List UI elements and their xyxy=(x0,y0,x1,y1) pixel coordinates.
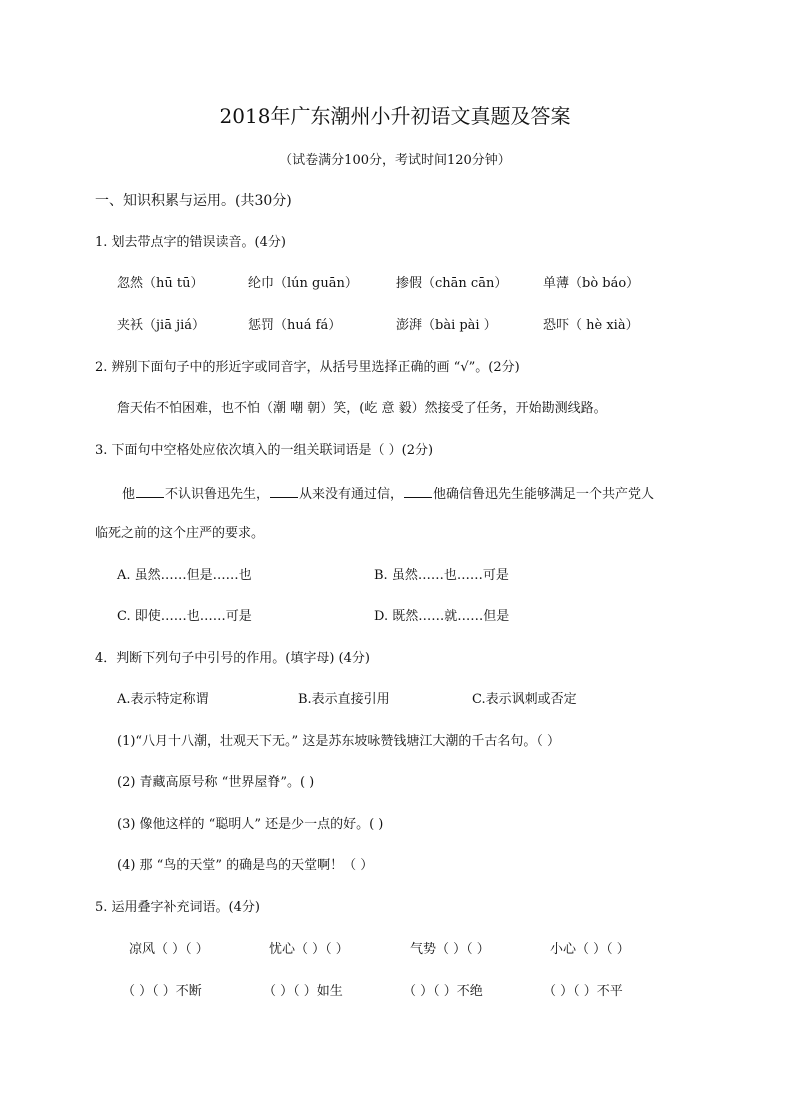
q3-text: 他 xyxy=(122,487,136,502)
q1-item: 澎湃（bài pài ） xyxy=(396,318,497,333)
q5-item: （ ）（ ）不绝 xyxy=(403,984,483,999)
q5-item: （ ）（ ）不断 xyxy=(122,984,202,999)
q3-option-a: A. 虽然……但是……也 xyxy=(117,568,252,583)
q3-option-b: B. 虽然……也……可是 xyxy=(374,568,509,583)
page-subtitle: （试卷满分100分，考试时间120分钟） xyxy=(279,153,511,168)
q1-item: 忽然（hū tū） xyxy=(117,276,204,291)
question-1-prompt: 1. 划去带点字的错误读音。(4分) xyxy=(95,235,286,250)
q3-text: 从来没有通过信， xyxy=(299,487,404,502)
q3-sentence-continued: 临死之前的这个庄严的要求。 xyxy=(95,526,265,541)
q4-sentence-4: (4) 那 “鸟的天堂” 的确是鸟的天堂啊！（ ） xyxy=(117,858,374,873)
question-5-prompt: 5. 运用叠字补充词语。(4分) xyxy=(95,900,260,915)
q4-sentence-1: (1)“八月十八潮，壮观天下无。” 这是苏东坡咏赞钱塘江大潮的千古名句。（ ） xyxy=(117,734,560,749)
q5-item: （ ）（ ）不平 xyxy=(543,984,623,999)
q5-item: 气势（ ）（ ） xyxy=(410,942,490,957)
q1-item: 单薄（bò báo） xyxy=(543,276,640,291)
q4-option-b: B.表示直接引用 xyxy=(298,692,390,707)
q1-item: 恐吓（ hè xià） xyxy=(543,318,639,333)
q1-item: 惩罚（huá fá） xyxy=(248,318,342,333)
q3-text: 他确信鲁迅先生能够满足一个共产党人 xyxy=(433,487,655,502)
q3-option-d: D. 既然……就……但是 xyxy=(374,609,510,624)
fill-blank xyxy=(404,483,432,498)
q5-item: 凉风（ ）（ ） xyxy=(129,942,209,957)
question-3-prompt: 3. 下面句中空格处应依次填入的一组关联词语是（ ）(2分) xyxy=(95,443,434,458)
q1-item: 纶巾（lún guān） xyxy=(248,276,358,291)
q4-option-a: A.表示特定称谓 xyxy=(117,692,209,707)
question-4-prompt: 4．判断下列句子中引号的作用。(填字母) (4分) xyxy=(95,651,370,666)
q4-sentence-2: (2) 青藏高原号称 “世界屋脊”。( ) xyxy=(117,775,315,790)
q5-item: 忧心（ ）（ ） xyxy=(269,942,349,957)
q5-item: （ ）（ ）如生 xyxy=(263,984,343,999)
fill-blank xyxy=(270,483,298,498)
q3-text: 不认识鲁迅先生， xyxy=(165,487,270,502)
fill-blank xyxy=(136,483,164,498)
section-heading: 一、知识积累与运用。(共30分) xyxy=(95,193,292,209)
q1-item: 夹袄（jiā jiá） xyxy=(117,318,206,333)
q3-sentence xyxy=(122,483,654,504)
q5-item: 小心（ ）（ ） xyxy=(550,942,630,957)
q1-item: 掺假（chān cān） xyxy=(396,276,508,291)
q2-sentence: 詹天佑不怕困难，也不怕（潮 嘲 朝）笑，(屹 意 毅）然接受了任务，开始勘测线路。 xyxy=(117,401,607,416)
q3-option-c: C. 即使……也……可是 xyxy=(117,609,252,624)
q4-option-c: C.表示讽刺或否定 xyxy=(472,692,577,707)
q4-sentence-3: (3) 像他这样的 “聪明人” 还是少一点的好。( ) xyxy=(117,817,384,832)
page-title: 2018年广东潮州小升初语文真题及答案 xyxy=(219,104,571,128)
question-2-prompt: 2. 辨别下面句子中的形近字或同音字，从括号里选择正确的画 “√”。(2分) xyxy=(95,360,520,375)
